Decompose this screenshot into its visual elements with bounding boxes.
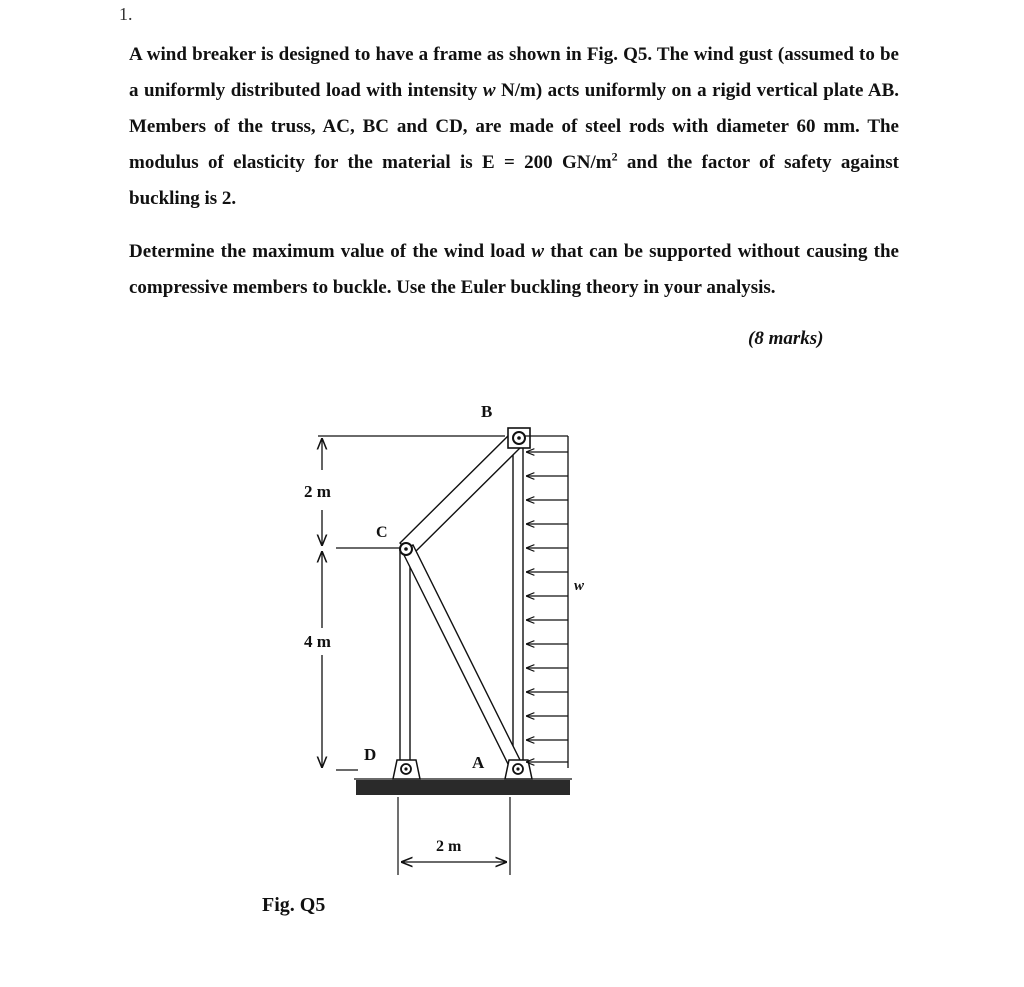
pin-c-center <box>404 547 408 551</box>
label-d: D <box>364 745 377 764</box>
marks-label: (8 marks) <box>748 328 824 349</box>
figure-caption: Fig. Q5 <box>262 894 326 916</box>
label-b: B <box>481 402 493 421</box>
member-cd <box>400 550 410 764</box>
task-part-1: Determine the maximum value of the wind load <box>129 241 532 262</box>
ground-base <box>356 780 570 795</box>
statement-part-1: A wind breaker is designed to have a frame as shown in Fig. Q5. The wind gust (assumed to be a uniformly distributed load with intensity <box>129 44 899 101</box>
exponent: 2 <box>611 149 618 164</box>
load-symbol-w: w <box>482 80 496 101</box>
task-part-2: that can be supported without causing the compressive members to buckle. Use the Euler buckling theory in your analysis. <box>129 241 899 298</box>
load-label-w: w <box>574 578 585 594</box>
pin-d-center <box>404 767 407 770</box>
pin-b-center <box>517 436 521 440</box>
plate-ab <box>513 440 523 764</box>
load-symbol-w-2: w <box>531 241 544 262</box>
label-a: A <box>472 753 485 772</box>
member-bc <box>400 432 524 555</box>
load-arrows <box>526 452 568 762</box>
question-number: 1. <box>119 4 133 24</box>
member-ac <box>402 545 520 766</box>
dim-label-lower: 4 m <box>304 632 331 651</box>
dim-label-base: 2 m <box>436 838 462 855</box>
pin-a-center <box>516 767 519 770</box>
statement-part-2: N/m) acts uniformly on a rigid vertical plate AB. Members of the truss, AC, BC and CD, are made of steel rods with diameter 60 mm. The modulus of elasticity for the material is E = 200 GN/m <box>129 80 899 173</box>
label-c: C <box>376 524 388 541</box>
statement-part-3: and the factor of safety against buckling is 2. <box>129 152 900 209</box>
dim-label-upper: 2 m <box>304 482 331 501</box>
